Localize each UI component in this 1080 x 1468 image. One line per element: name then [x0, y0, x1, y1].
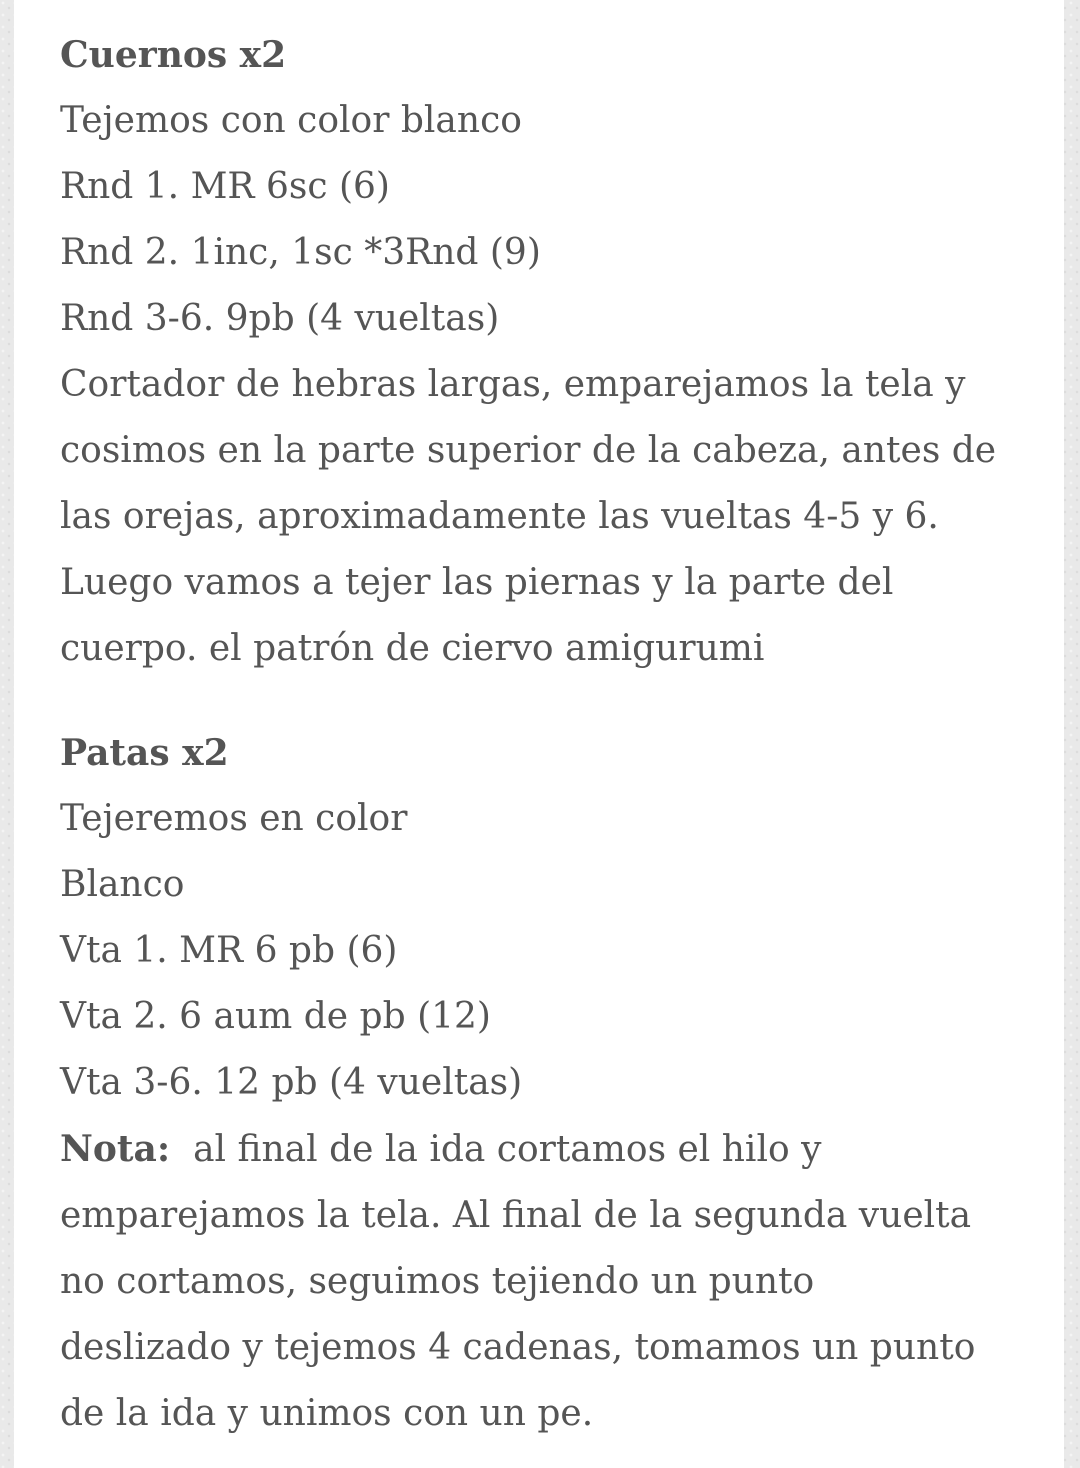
text-line: Vta 2. 6 aum de pb (12)	[60, 996, 491, 1037]
text-line: Tejeremos en color	[60, 798, 408, 839]
text-line: cosimos en la parte superior de la cabeza, antes de	[60, 430, 997, 471]
text-line: Blanco	[60, 864, 185, 905]
section-title-cuernos: Cuernos x2	[60, 34, 287, 76]
text-line: cuerpo. el patrón de ciervo amigurumi	[60, 628, 765, 669]
text-line: Vta 3-6. 12 pb (4 vueltas)	[60, 1062, 523, 1103]
text-line: Rnd 1. MR 6sc (6)	[60, 166, 390, 207]
text-line: Luego vamos a tejer las piernas y la parte del	[60, 562, 894, 603]
text-line: Tejemos con color blanco	[60, 100, 522, 141]
page-background	[14, 0, 1064, 1468]
article-content	[60, 22, 1050, 1447]
text-line: Rnd 2. 1inc, 1sc *3Rnd (9)	[60, 232, 541, 273]
section-title-patas: Patas x2	[60, 732, 229, 774]
text-line: Cortador de hebras largas, emparejamos la tela y	[60, 364, 966, 405]
text-line: las orejas, aproximadamente las vueltas 4-5 y 6.	[60, 496, 939, 537]
nota-label: Nota:	[60, 1128, 171, 1170]
text-line: deslizado y tejemos 4 cadenas, tomamos un punto	[60, 1327, 976, 1368]
nota-text: al final de la ida cortamos el hilo y	[193, 1129, 822, 1170]
text-line: emparejamos la tela. Al final de la segunda vuelta	[60, 1195, 972, 1236]
nota-line	[60, 1116, 1050, 1183]
text-line: Vta 1. MR 6 pb (6)	[60, 930, 398, 971]
text-line: Rnd 3-6. 9pb (4 vueltas)	[60, 298, 500, 339]
text-line: de la ida y unimos con un pe.	[60, 1393, 594, 1434]
section-spacer	[60, 682, 1050, 720]
text-line: no cortamos, seguimos tejiendo un punto	[60, 1261, 815, 1302]
